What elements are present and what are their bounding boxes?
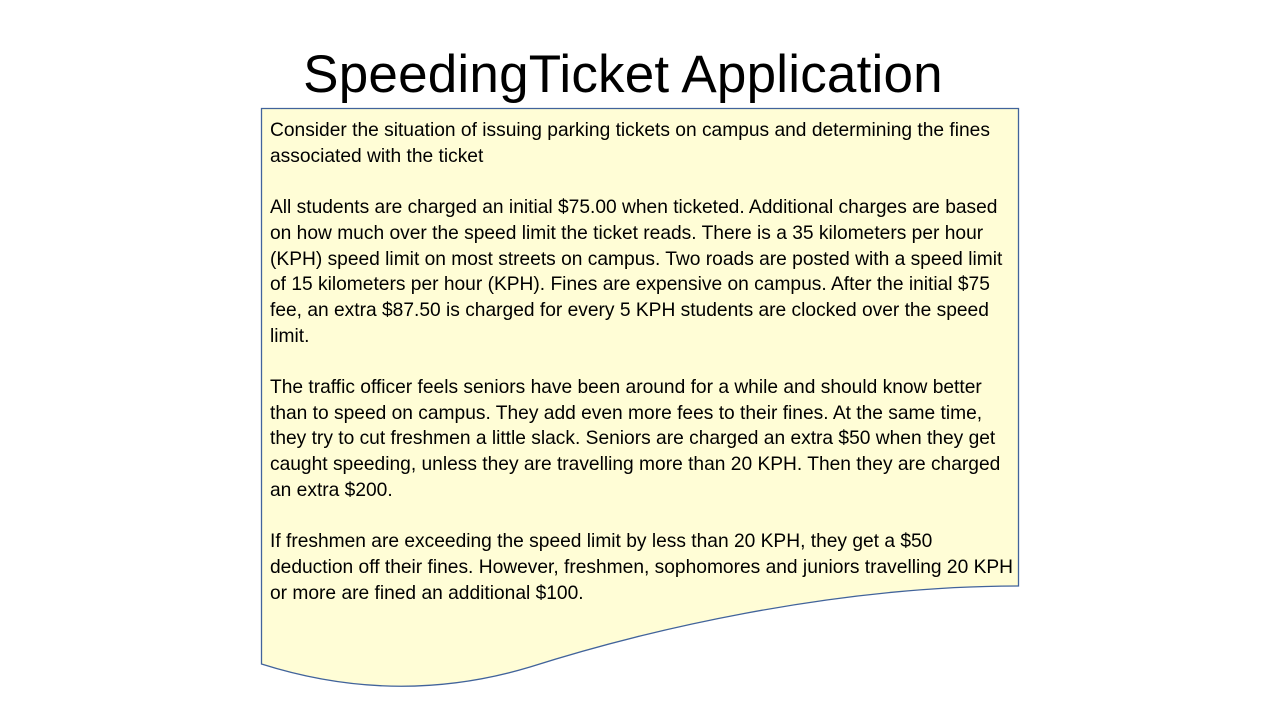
paragraph-freshmen: If freshmen are exceeding the speed limit by less than 20 KPH, they get a $50 deduction off their fines. However, freshmen, sophomores and juniors travelling 20 KPH or more are fined an additional $100. <box>270 531 1014 604</box>
document-text <box>270 118 1018 606</box>
slide-title: SpeedingTicket Application <box>303 45 943 104</box>
paragraph-intro: Consider the situation of issuing parking tickets on campus and determining the fines associated with the ticket <box>270 120 990 167</box>
paragraph-seniors: The traffic officer feels seniors have been around for a while and should know better than to speed on campus. They add even more fees to their fines. At the same time, they try to cut freshmen a little slack. Seniors are charged an extra $50 when they get caught speeding, unless they are travelling more than 20 KPH. Then they are charged an extra $200. <box>270 377 1001 501</box>
paragraph-charges: All students are charged an initial $75.00 when ticketed. Additional charges are based on how much over the speed limit the ticket reads. There is a 35 kilometers per hour (KPH) speed limit on most streets on campus. Two roads are posted with a speed limit of 15 kilometers per hour (KPH). Fines are expensive on campus. After the initial $75 fee, an extra $87.50 is charged for every 5 KPH students are clocked over the speed limit. <box>270 197 1003 347</box>
